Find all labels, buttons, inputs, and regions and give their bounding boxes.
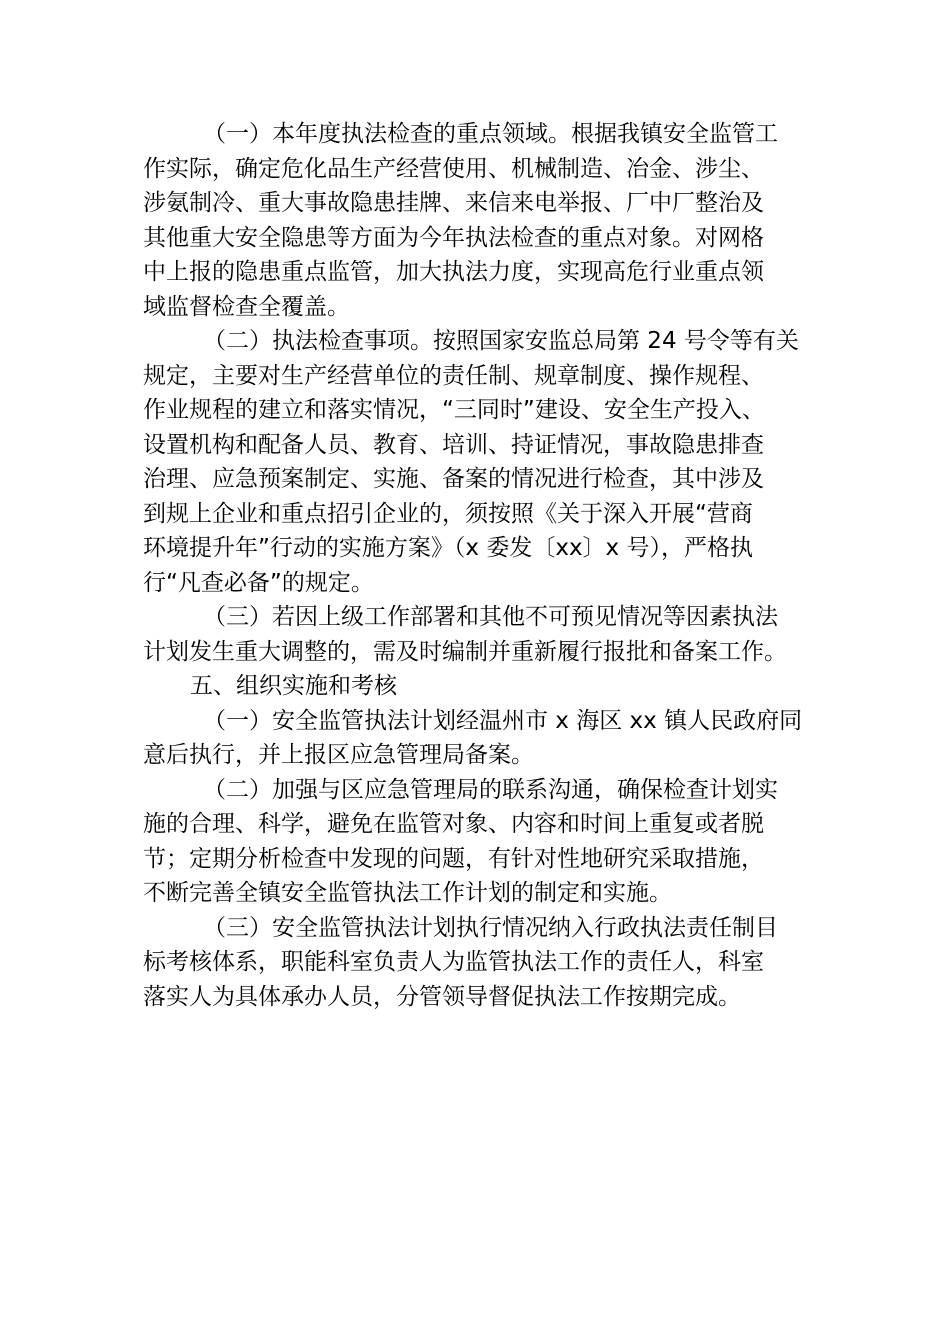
text-line: 作业规程的建立和落实情况，“三同时”建设、安全生产投入、 [143,397,765,423]
document-body [143,117,813,1014]
text-line: 节；定期分析检查中发现的问题，有针对性地研究采取措施， [143,845,764,872]
paragraph-assessment [143,911,813,1015]
text-line: 治理、应急预案制定、实施、备案的情况进行检查，其中涉及 [143,466,764,492]
text-line: （二）执法检查事项。按照国家安监总局第 24 号令等有关 [203,328,799,354]
text-line: （三）安全监管执法计划执行情况纳入行政执法责任制目 [203,914,778,941]
text-line: （二）加强与区应急管理局的联系沟通，确保检查计划实 [203,776,778,803]
section-heading [143,669,813,704]
paragraph-enforcement-items [143,324,813,600]
text-line: 环境提升年”行动的实施方案》（x 委发〔xx〕x 号），严格执 [143,535,753,561]
text-line: 作实际，确定危化品生产经营使用、机械制造、冶金、涉尘、 [143,155,764,182]
text-line: 不断完善全镇安全监管执法工作计划的制定和实施。 [143,880,672,906]
text-line: 域监督检查全覆盖。 [143,293,350,320]
text-line: （一）安全监管执法计划经温州市 x 海区 xx 镇人民政府同 [203,707,803,734]
text-line: 规定，主要对生产经营单位的责任制、规章制度、操作规程、 [143,362,764,389]
paragraph-enforcement-key-areas [143,117,813,324]
paragraph-plan-adjustment [143,600,813,669]
text-line: 行“凡查必备”的规定。 [143,569,374,596]
text-line: 落实人为具体承办人员，分管领导督促执法工作按期完成。 [143,983,741,1010]
text-line: 标考核体系，职能科室负责人为监管执法工作的责任人，科室 [143,949,764,975]
text-line: 涉氨制冷、重大事故隐患挂牌、来信来电举报、厂中厂整治及 [143,190,764,216]
text-line: 中上报的隐患重点监管，加大执法力度，实现高危行业重点领 [143,259,764,285]
paragraph-plan-approval [143,704,813,773]
text-line: （三）若因上级工作部署和其他不可预见情况等因素执法 [203,604,778,630]
section-heading-text: 五、组织实施和考核 [190,673,397,699]
text-line: 其他重大安全隐患等方面为今年执法检查的重点对象。对网格 [143,224,764,251]
text-line: 施的合理、科学，避免在监管对象、内容和时间上重复或者脱 [143,811,764,837]
text-line: 到规上企业和重点招引企业的，须按照《关于深入开展“营商 [143,500,753,527]
paragraph-communication [143,773,813,911]
text-line: 计划发生重大调整的，需及时编制并重新履行报批和备案工作。 [143,638,787,665]
text-line: 设置机构和配备人员、教育、培训、持证情况，事故隐患排查 [143,431,764,458]
text-line: 意后执行，并上报区应急管理局备案。 [143,742,534,768]
text-line: （一）本年度执法检查的重点领域。根据我镇安全监管工 [203,121,778,147]
